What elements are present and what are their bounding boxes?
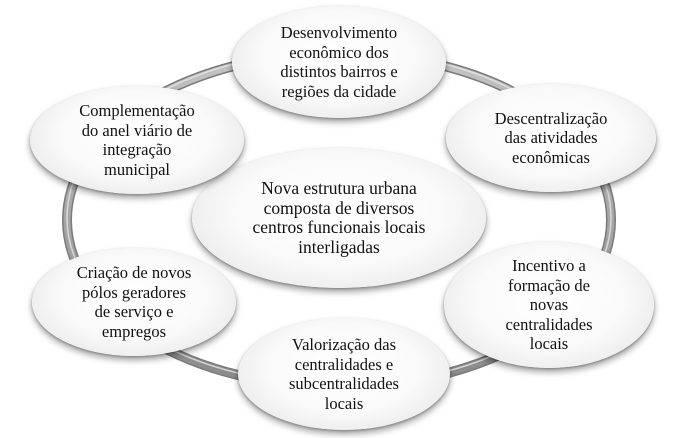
node-left-top: [30, 86, 244, 194]
node-line: integração: [102, 140, 172, 159]
node-line: municipal: [104, 159, 170, 179]
center-node: [192, 148, 486, 288]
node-line: distintos bairros e: [280, 62, 398, 81]
center-line: centros funcionais locais: [252, 217, 426, 237]
node-right-top: [446, 84, 656, 192]
node-line: subcentralidades: [289, 374, 399, 393]
node-line: econômicas: [512, 147, 590, 167]
node-line: Criação de novos: [76, 263, 192, 282]
node-bottom: [238, 318, 450, 430]
node-left-bottom: [32, 248, 236, 356]
node-line: Complementação: [79, 101, 195, 120]
node-line: locais: [324, 393, 364, 413]
node-line: centralidades e: [294, 354, 394, 374]
node-line: econômico dos: [289, 42, 389, 62]
node-right-bottom: [444, 242, 654, 368]
node-line: locais: [529, 334, 569, 354]
node-line: centralidades: [505, 314, 593, 334]
node-line: formação de: [507, 275, 590, 295]
node-line: pólos geradores: [81, 282, 186, 302]
center-line: Nova estrutura urbana: [261, 178, 417, 198]
node-line: novas: [529, 295, 569, 315]
node-line: de serviço e: [94, 302, 174, 321]
node-line: Incentivo a: [512, 256, 586, 276]
node-line: das atividades: [504, 128, 598, 148]
node-line: Desenvolvimento: [280, 23, 398, 42]
node-line: do anel viário de: [81, 120, 193, 140]
node-line: Valorização das: [292, 335, 396, 354]
node-top: [232, 6, 446, 118]
node-line: Descentralização: [494, 108, 608, 128]
node-line: empregos: [101, 321, 167, 341]
center-line: composta de diversos: [263, 197, 415, 218]
center-line: interligadas: [298, 236, 380, 257]
node-line: regiões da cidade: [281, 81, 397, 101]
